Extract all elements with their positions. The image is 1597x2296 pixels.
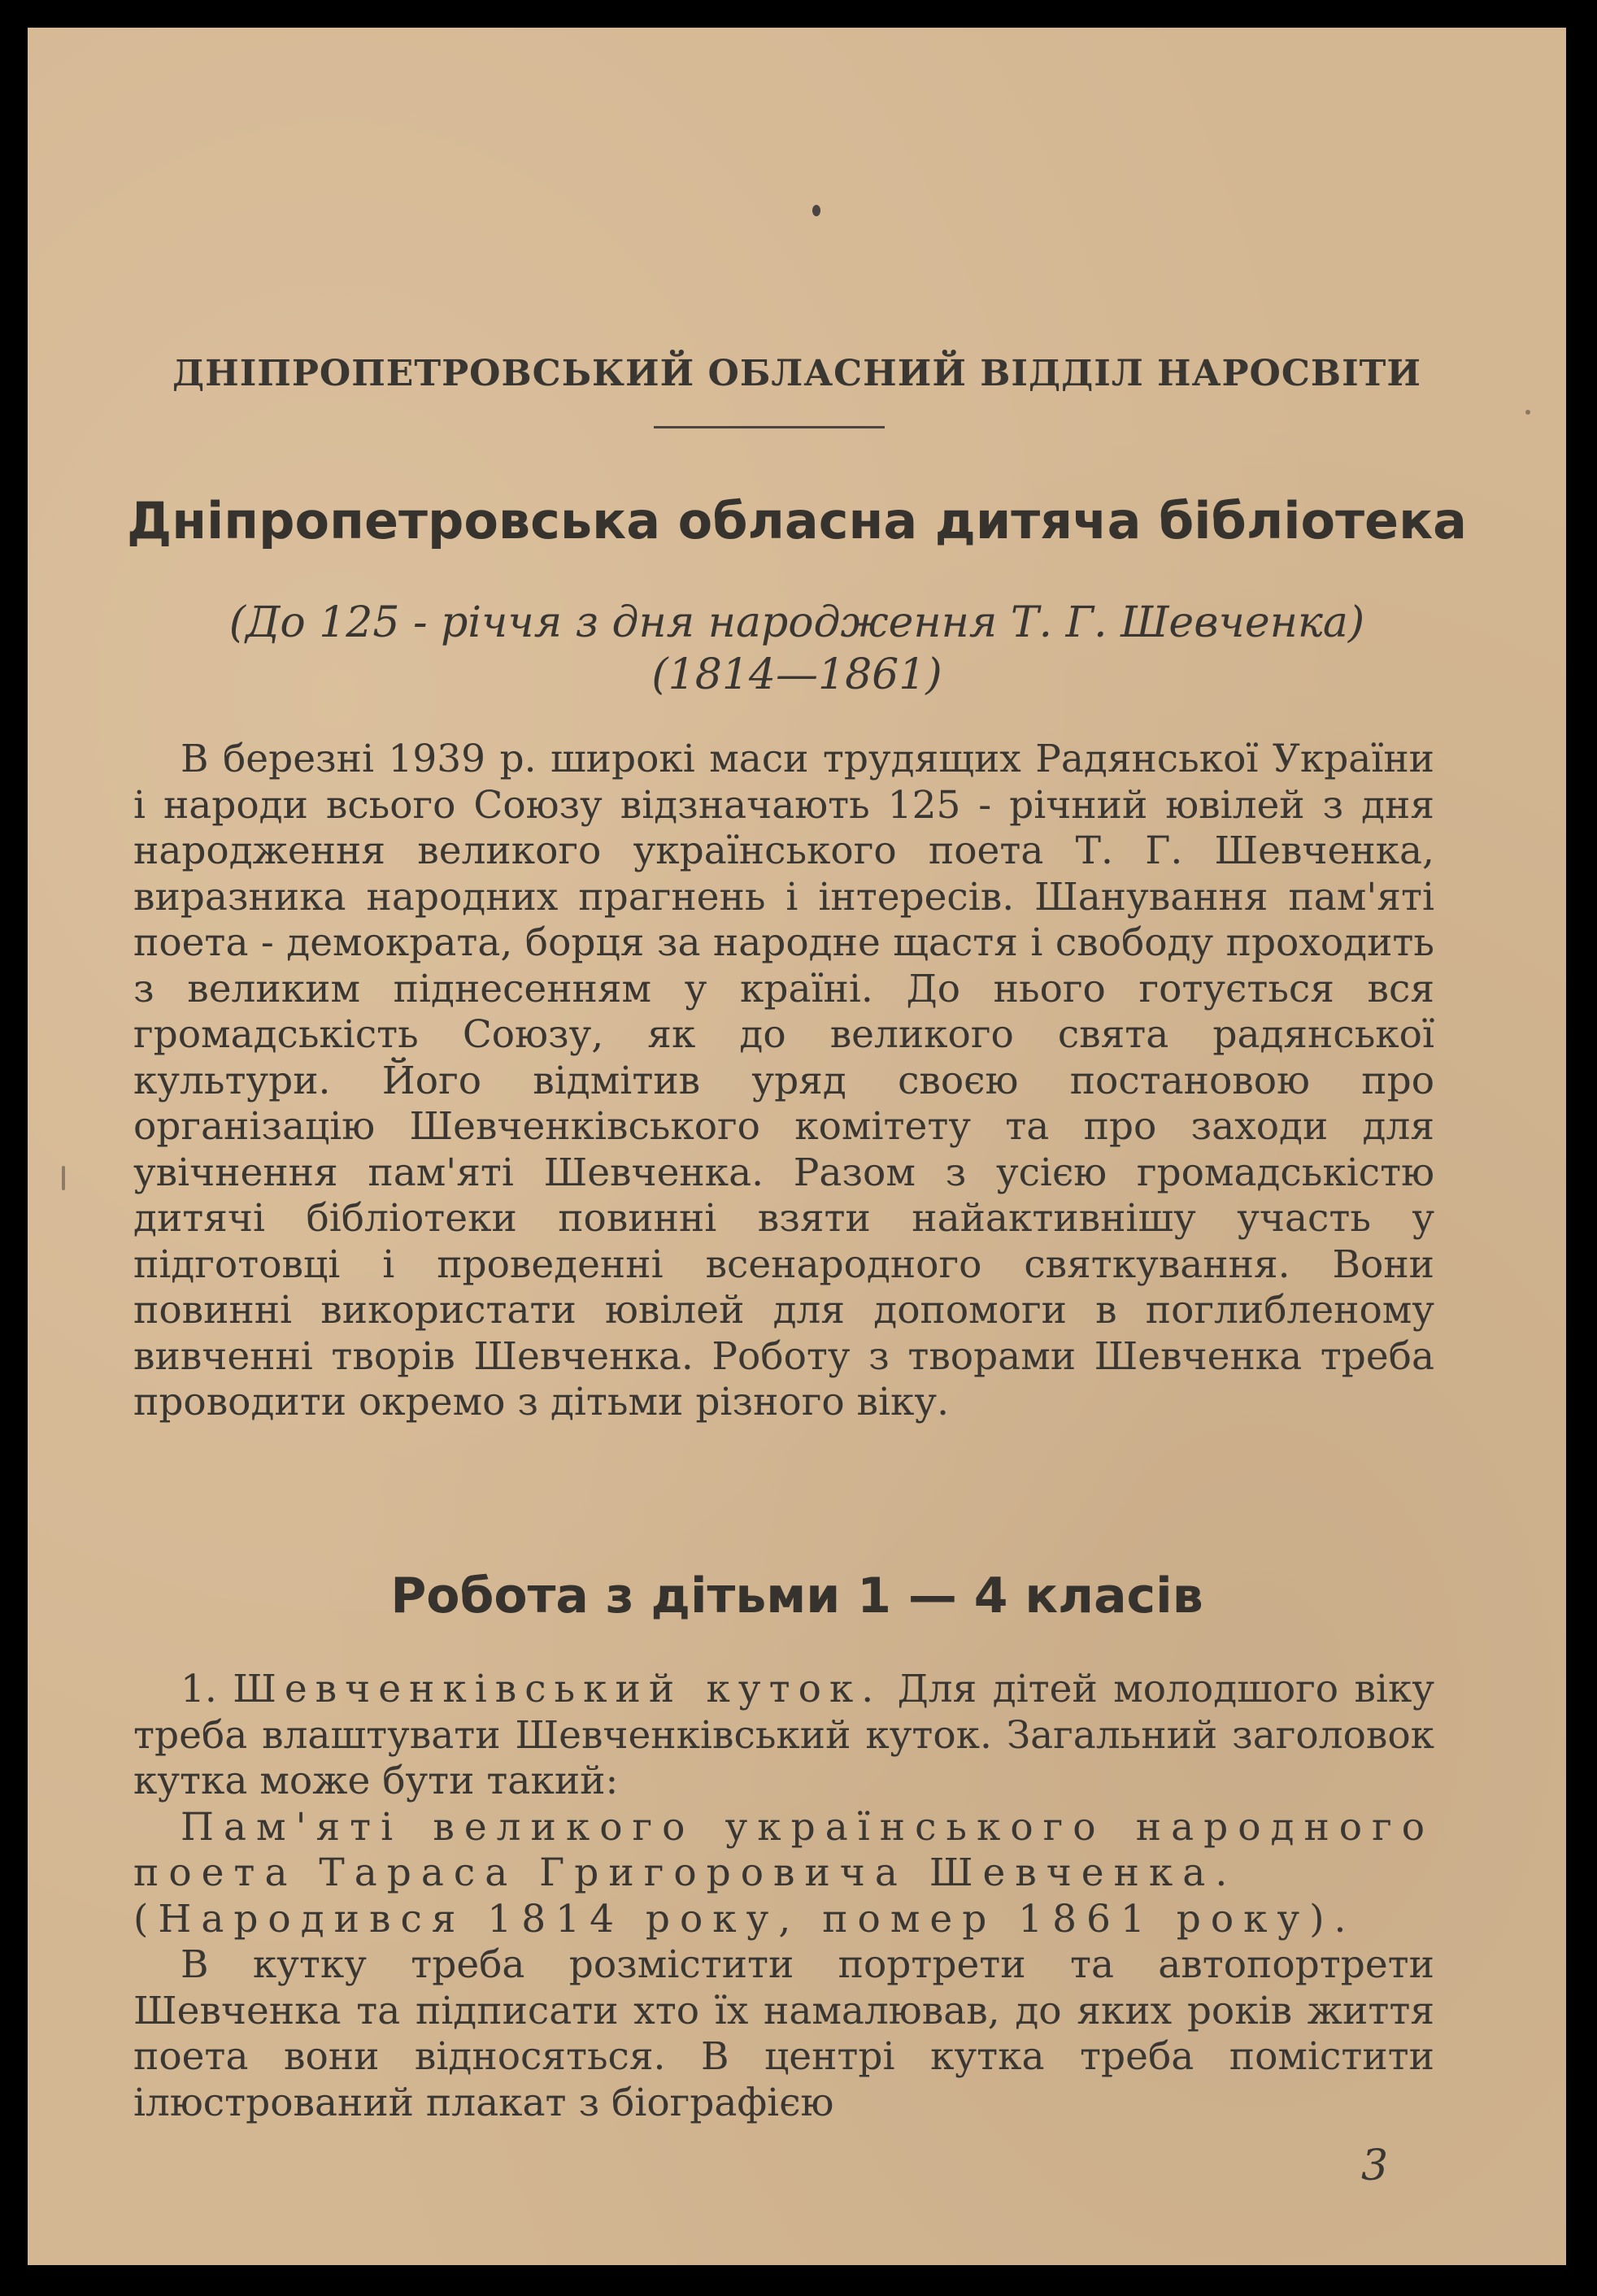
subtitle [28,597,1566,701]
section-body [133,1667,1434,2126]
ink-dot-mark [812,205,820,216]
section-heading: Робота з дітьми 1 — 4 класів [390,1568,1203,1624]
page-number: 3 [1361,2142,1389,2190]
paper-speck [62,1166,65,1190]
paper-speck [1525,410,1530,415]
intro-paragraph: В березні 1939 р. широкі маси трудящих Радянської України і народи всього Союзу відзначають 125 - річний ювілей з дня народження великого українського поета Т. Г. Шевченка, виразника народних прагнень і інтересів. Шанування пам'яті поета - демократа, борця за народне щастя і свободу проходить з великим піднесенням у країні. До нього готується вся громадськість Союзу, як до великого свята радянської культури. Його відмітив уряд своєю постановою про організацію Шевченківського комітету та про заходи для увічнення пам'яті Шевченка. Разом з усією громадськістю дитячі бібліотеки повинні взяти найактивнішу участь у підготовці і проведенні всенародного святкування. Вони повинні використати ювілей для допомоги в поглибленому вивченні творів Шевченка. Роботу з творами Шевченка треба проводити окремо з дітьми різного віку. [133,737,1434,1424]
portraits-paragraph: В кутку треба розмістити портрети та автопортрети Шевченка та підписати хто їх намалював, до яких років життя поета вони відносяться. В центрі кутка треба помістити ілюстрований плакат з біографією [133,1942,1434,2125]
item-text: Для дітей молодшого віку треба влаштувати Шевченківський куток. Загальний заголовок кутка може бути такий: [133,1667,1434,1803]
item-paragraph [133,1667,1434,1805]
subtitle-years: (1814—1861) [651,650,942,699]
subtitle-occasion: (До 125 - річчя з дня народження Т. Г. Шевченка) [228,598,1365,647]
item-number: 1. [181,1667,217,1711]
item-title: Шевченківський куток. [233,1667,882,1711]
department-heading: ДНІПРОПЕТРОВСЬКИЙ ОБЛАСНИЙ ВІДДІЛ НАРОСВІТИ [172,353,1421,394]
motto-dates: (Народився 1814 року, помер 1861 року). [133,1896,1356,1942]
page-title: Дніпропетровська обласна дитяча бібліотека [127,491,1467,550]
heading-divider [654,426,885,428]
motto-dedication: Пам'яті великого українського народного поета Тараса Григоровича Шевченка. [133,1804,1434,1895]
document-page [28,28,1566,2265]
